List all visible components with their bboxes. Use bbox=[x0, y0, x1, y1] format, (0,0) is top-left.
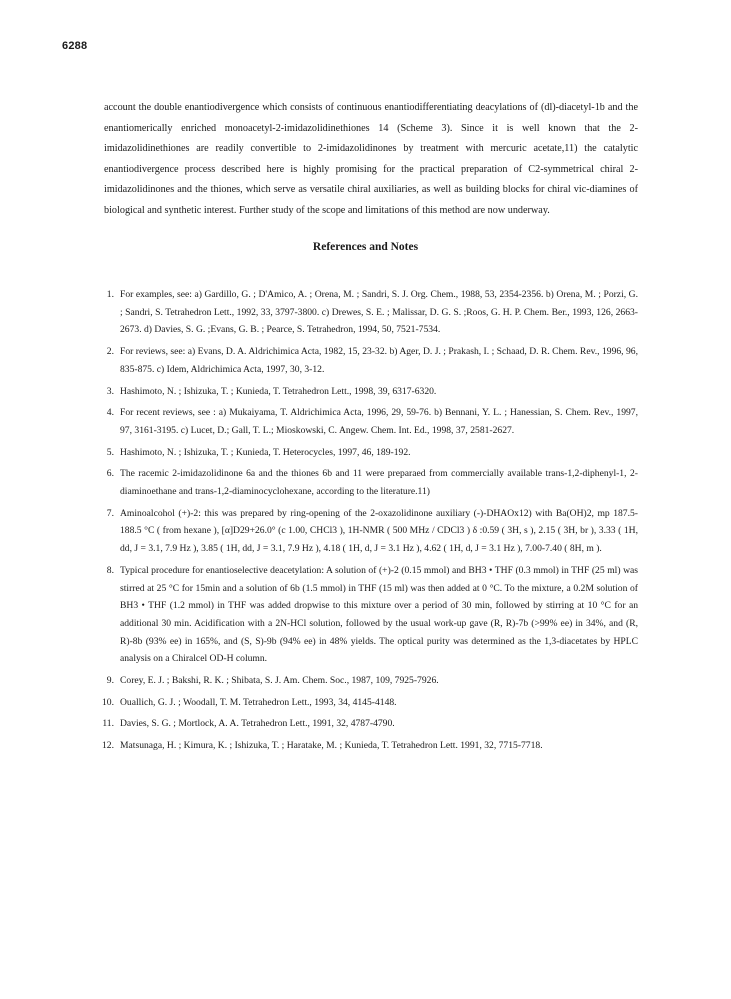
reference-text: The racemic 2-imidazolidinone 6a and the thiones 6b and 11 were preparaed from commercially available trans-1,2-diphenyl-1, 2-diaminoethane and trans-1,2-diaminocyclohexane, according to the literature.11) bbox=[120, 468, 638, 498]
reference-number: 6. bbox=[106, 468, 114, 480]
references-list bbox=[94, 286, 638, 759]
reference-item bbox=[94, 672, 638, 690]
reference-text: Ouallich, G. J. ; Woodall, T. M. Tetrahedron Lett., 1993, 34, 4145-4148. bbox=[120, 696, 397, 708]
reference-item bbox=[94, 383, 638, 401]
reference-item bbox=[94, 444, 638, 462]
reference-number: 5. bbox=[106, 446, 114, 458]
reference-number: 7. bbox=[106, 507, 114, 519]
reference-text: Typical procedure for enantioselective deacetylation: A solution of (+)-2 (0.15 mmol) and BH3 • THF (0.3 mmol) in THF (25 ml) was stirred at 25 °C for 15min and a solution of 6b (1.5 mmol) in THF (15 ml) was then added at 0 °C. To the mixture, a 0.2M solution of BH3 • THF (1.2 mmol) in THF was added dropwise to this mixture over a period of 30 min, followed by stirring at 10 °C for an additional 30 min. Acidification with a 2N-HCl solution, followed by the usual work-up gave (R, R)-7b (>99% ee) in 34%, and (R, R)-8b (93% ee) in 165%, and (S, S)-9b (94% ee) in 48% yields. The optical purity was determined as the 1,3-diacetates by HPLC analysis on a Chiralcel OD-H column. bbox=[120, 564, 638, 665]
reference-number: 1. bbox=[106, 289, 114, 300]
reference-number: 12. bbox=[102, 740, 114, 752]
references-heading: References and Notes bbox=[312, 241, 419, 253]
reference-text: Matsunaga, H. ; Kimura, K. ; Ishizuka, T. ; Haratake, M. ; Kunieda, T. Tetrahedron Lett. 1991, 32, 7715-7718. bbox=[120, 740, 543, 752]
reference-item bbox=[94, 286, 638, 339]
reference-number: 10. bbox=[102, 696, 114, 708]
reference-text: Aminoalcohol (+)-2: this was prepared by ring-opening of the 2-oxazolidinone auxiliary (-)-DHAOx12) with Ba(OH)2, mp 187.5-188.5 °C ( from hexane ), [α]D29+26.0° (c 1.00, CHCl3 ), 1H-NMR ( 500 MHz / CDCl3 ) δ :0.59 ( 3H, s ), 2.15 ( 3H, br ), 3.33 ( 1H, dd, J = 3.1, 7.9 Hz ), 3.85 ( 1H, dd, J = 3.1, 7.9 Hz ), 4.18 ( 1H, d, J = 3.1 Hz ), 4.62 ( 1H, d, J = 3.1 Hz ), 7.00-7.40 ( 8H, m ). bbox=[120, 507, 638, 555]
reference-text: Hashimoto, N. ; Ishizuka, T. ; Kunieda, T. Heterocycles, 1997, 46, 189-192. bbox=[120, 446, 411, 458]
reference-item bbox=[94, 694, 638, 712]
reference-item bbox=[94, 715, 638, 733]
reference-number: 2. bbox=[106, 346, 114, 358]
reference-number: 11. bbox=[102, 718, 114, 730]
reference-text: Hashimoto, N. ; Ishizuka, T. ; Kunieda, T. Tetrahedron Lett., 1998, 39, 6317-6320. bbox=[120, 385, 437, 397]
reference-item bbox=[94, 404, 638, 439]
reference-number: 4. bbox=[106, 407, 114, 419]
reference-item bbox=[94, 562, 638, 668]
reference-number: 8. bbox=[106, 564, 114, 576]
reference-text: For recent reviews, see : a) Mukaiyama, T. Aldrichimica Acta, 1996, 29, 59-76. b) Bennani, Y. L. ; Hanessian, S. Chem. Rev., 1997, 97, 3161-3195. c) Lucet, D.; Gall, T. L.; Mioskowski, C. Angew. Chem. Int. Ed., 1998, 37, 2581-2627. bbox=[120, 407, 638, 436]
reference-item bbox=[94, 465, 638, 500]
reference-item bbox=[94, 343, 638, 378]
reference-number: 3. bbox=[106, 385, 114, 397]
reference-number: 9. bbox=[106, 675, 114, 687]
reference-item bbox=[94, 737, 638, 755]
reference-text: Davies, S. G. ; Mortlock, A. A. Tetrahedron Lett., 1991, 32, 4787-4790. bbox=[120, 718, 395, 730]
reference-text: For examples, see: a) Gardillo, G. ; D'Amico, A. ; Orena, M. ; Sandri, S. J. Org. Chem., 1988, 53, 2354-2356. b) Orena, M. ; Porzi, G. ; Sandri, S. Tetrahedron Lett., 1992, 33, 3797-3800. c) Drewes, S. E. ; Malissar, D. G. S. ;Roos, G. H. P. Chem. Ber., 1993, 126, 2663-2673. d) Davies, S. G. ;Evans, G. B. ; Pearce, S. Tetrahedron, 1994, 50, 7521-7534. bbox=[120, 289, 638, 336]
page-number: 6288 bbox=[62, 40, 88, 52]
body-paragraph: account the double enantiodivergence which consists of continuous enantiodifferentiating deacylations of (dl)-diacetyl-1b and the enantiomerically enriched monoacetyl-2-imidazolidinethiones 14 (Scheme 3). Since it is well known that the 2-imidazolidinethiones are readily convertible to 2-imidazolidinones by treatment with mercuric acetate,11) the catalytic enantiodivergence process described here is highly promising for the practical preparation of C2-symmetrical chiral 2-imidazolidinones and the thiones, which serve as versatile chiral auxiliaries, as well as building blocks for chiral vic-diamines of biological and synthetic interest. Further study of the scope and limitations of this method are now underway. bbox=[104, 102, 638, 216]
reference-text: For reviews, see: a) Evans, D. A. Aldrichimica Acta, 1982, 15, 23-32. b) Ager, D. J. ; Prakash, I. ; Schaad, D. R. Chem. Rev., 1996, 96, 835-875. c) Idem, Aldrichimica Acta, 1997, 30, 3-12. bbox=[120, 346, 638, 375]
reference-item bbox=[94, 505, 638, 558]
reference-text: Corey, E. J. ; Bakshi, R. K. ; Shibata, S. J. Am. Chem. Soc., 1987, 109, 7925-7926. bbox=[120, 675, 439, 687]
